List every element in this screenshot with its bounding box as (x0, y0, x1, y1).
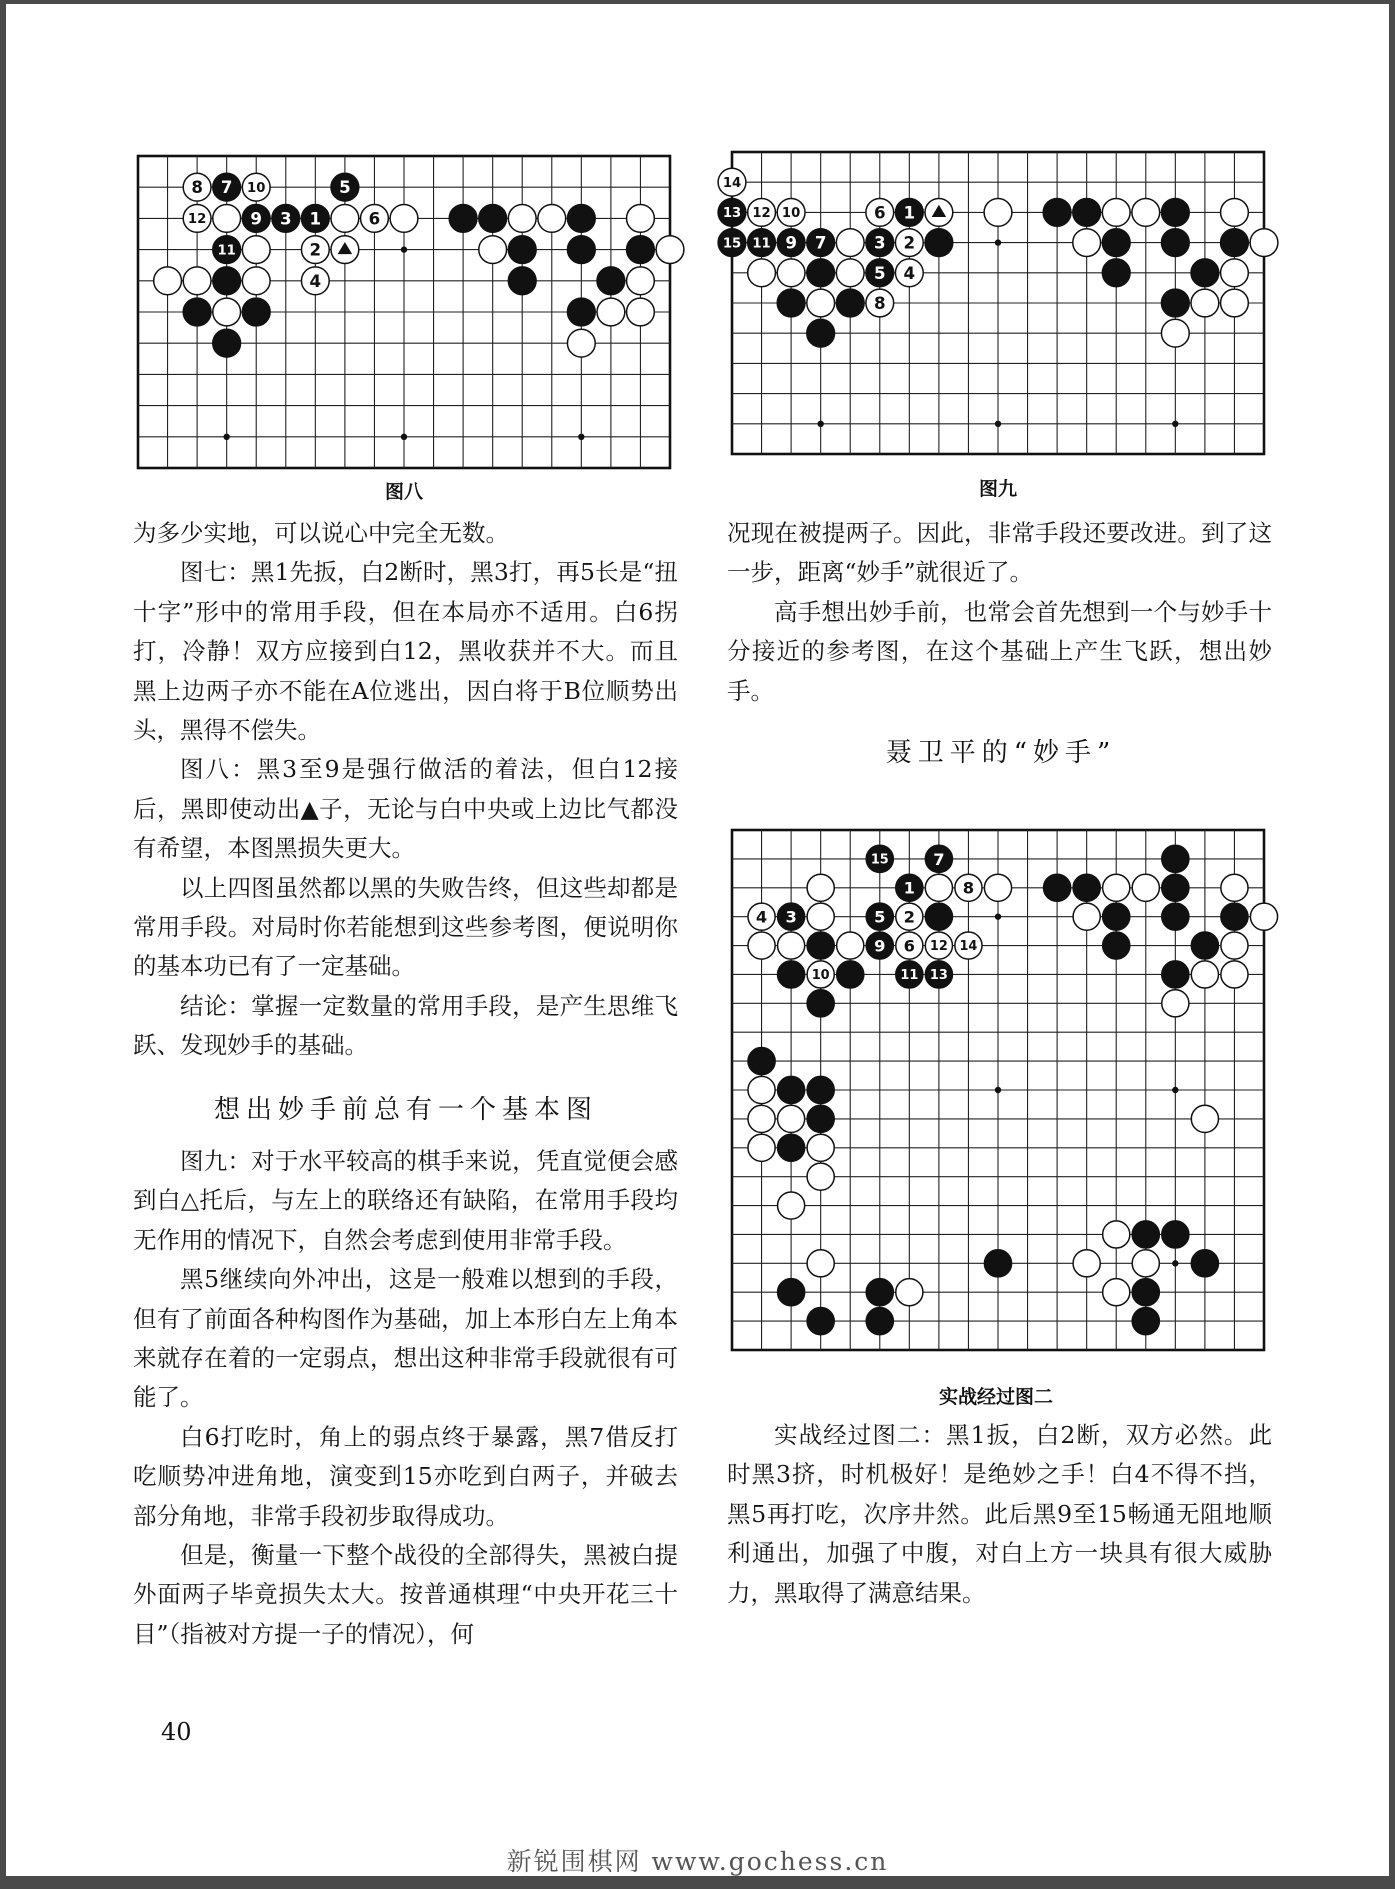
white-stone (807, 1163, 834, 1190)
move-number: 4 (755, 907, 768, 927)
black-stone (213, 329, 241, 357)
black-stone (1073, 199, 1101, 227)
left-paragraph: 但是，衡量一下整个战役的全部得失，黑被白提外面两子毕竟损失太大。按普通棋理“中央开花三十目”（指被对方提一子的情况），何 (133, 1541, 678, 1648)
black-stone (777, 289, 805, 317)
white-stone (656, 236, 684, 264)
move-number: 10 (247, 180, 266, 196)
white-stone (1132, 874, 1159, 901)
white-stone (1073, 229, 1101, 257)
white-stone (1103, 1221, 1130, 1248)
move-number: 15 (870, 852, 889, 868)
white-stone (1103, 1279, 1130, 1306)
move-number: 13 (929, 968, 948, 984)
black-stone (837, 961, 864, 988)
star-point (995, 421, 1001, 427)
black-stone (1162, 874, 1189, 901)
move-number: 4 (903, 263, 916, 283)
white-stone (1221, 961, 1248, 988)
black-stone (1162, 903, 1189, 930)
move-number: 7 (933, 849, 945, 869)
black-stone (1132, 1308, 1159, 1335)
white-stone (1221, 259, 1249, 287)
white-stone (567, 329, 595, 357)
move-number: 2 (903, 233, 916, 253)
star-point (995, 913, 1001, 919)
star-point (401, 434, 407, 440)
move-number: 5 (874, 907, 886, 927)
black-stone (1132, 1221, 1159, 1248)
white-stone (984, 874, 1011, 901)
white-stone (1221, 874, 1248, 901)
star-point (995, 1087, 1001, 1093)
white-stone (1161, 319, 1189, 347)
left-paragraph: 以上四图虽然都以黑的失败告终，但这些却都是常用手段。对局时你若能想到这些参考图，便说明你的基本功已有了一定基础。 (133, 873, 678, 981)
move-number: 12 (752, 206, 771, 222)
site-footer: 新锐围棋网 www.gochess.cn (506, 1847, 889, 1876)
move-number: 6 (873, 203, 886, 223)
white-stone (1191, 1105, 1218, 1132)
fig8-caption: 图八 (384, 481, 423, 503)
left-paragraph: 黑5继续向外冲出，这是一般难以想到的手段，但有了前面各种构图作为基础，加上本形白左上角本来就存在着的一定弱点，想出这种非常手段就很有可能了。 (133, 1265, 678, 1412)
black-stone (1132, 1279, 1159, 1306)
white-stone (836, 259, 864, 287)
move-number: 5 (873, 263, 886, 283)
black-stone (508, 267, 536, 295)
white-stone (836, 229, 864, 257)
black-stone (1102, 259, 1130, 287)
white-stone (748, 1134, 775, 1161)
white-stone (777, 259, 805, 287)
move-number: 6 (368, 209, 381, 229)
move-number: 11 (900, 968, 919, 984)
black-stone (807, 319, 835, 347)
right-column-text (727, 514, 1272, 711)
left-paragraph: 图九：对于水平较高的棋手来说，凭直觉便会感到白△托后，与左上的联络还有缺陷，在常用手段均无作用的情况下，自然会考虑到使用非常手段。 (133, 1147, 678, 1254)
move-number: 11 (217, 243, 236, 259)
left-paragraph: 图八：黑3至9是强行做活的着法，但白12接后，黑即使动出▲子，无论与白中央或上边比气都没有希望，本图黑损失更大。 (133, 755, 678, 863)
move-number: 9 (250, 209, 263, 229)
white-stone (390, 205, 418, 233)
book-page (6, 4, 1389, 1876)
black-stone (1221, 903, 1248, 930)
move-number: 9 (785, 233, 797, 253)
white-stone (242, 267, 270, 295)
move-number: 1 (903, 878, 916, 898)
black-stone (567, 205, 595, 233)
white-stone (1250, 229, 1278, 257)
white-stone (925, 874, 952, 901)
black-stone (807, 1308, 834, 1335)
move-number: 3 (279, 209, 292, 229)
right-paragraph: 实战经过图二：黑1扳，白2断，双方必然。此时黑3挤，时机极好！是绝妙之手！白4不得不挡，黑5再打吃，次序井然。此后黑9至15畅通无阻地顺利通出，加强了中腹，对白上方一块具有很大威胁力，黑取得了满意结果。 (727, 1421, 1272, 1607)
black-stone (807, 259, 835, 287)
white-stone (748, 259, 776, 287)
actual-game-2-caption: 实战经过图二 (938, 1386, 1053, 1408)
white-stone (778, 1192, 805, 1219)
white-stone (778, 1105, 805, 1132)
move-number: 6 (903, 936, 916, 956)
black-stone (778, 1279, 805, 1306)
black-stone (213, 267, 241, 295)
left-paragraph: 图七：黑1先扳，白2断时，黑3打，再5长是“扭十字”形中的常用手段，但在本局亦不适用。白6拐打，冷静！双方应接到白12，黑收获并不大。而且黑上边两子亦不能在A位逃出，因白将于B位顺势出头，黑得不偿失。 (133, 558, 678, 745)
white-stone (627, 205, 655, 233)
move-number: 8 (873, 294, 886, 314)
go-board-fig8 (134, 152, 674, 472)
move-number: 2 (309, 240, 322, 260)
move-number: 7 (814, 233, 827, 253)
black-stone (567, 298, 595, 326)
left-column-text (133, 514, 678, 1066)
white-stone (183, 267, 211, 295)
right-paragraph: 况现在被提两子。因此，非常手段还要改进。到了这一步，距离“妙手”就很近了。 (727, 519, 1272, 587)
black-stone (778, 1076, 805, 1103)
white-stone (331, 205, 359, 233)
white-stone (154, 267, 182, 295)
white-stone (807, 1250, 834, 1277)
white-stone (837, 932, 864, 959)
white-stone (1132, 1250, 1159, 1277)
move-number: 12 (187, 212, 207, 228)
black-stone (1191, 259, 1219, 287)
white-stone (1191, 961, 1218, 988)
white-stone (807, 874, 834, 901)
star-point (1172, 421, 1178, 427)
white-stone (213, 205, 241, 233)
move-number: 10 (781, 206, 801, 222)
black-stone (1191, 932, 1218, 959)
star-point (223, 434, 229, 440)
white-stone (807, 289, 835, 317)
go-board-actual-game-2 (728, 826, 1268, 1354)
black-stone (807, 932, 834, 959)
left-column-text-2 (133, 1142, 678, 1654)
white-stone (627, 298, 655, 326)
right-column-text-2 (727, 1416, 1272, 1613)
black-stone (1103, 932, 1130, 959)
white-stone (538, 205, 566, 233)
white-stone (896, 1279, 923, 1306)
black-stone (567, 236, 595, 264)
move-number: 9 (874, 936, 886, 956)
fig9-caption: 图九 (978, 478, 1017, 500)
move-number: 11 (752, 236, 771, 252)
black-stone (836, 289, 864, 317)
white-stone (597, 298, 625, 326)
move-number: 13 (722, 206, 742, 222)
black-stone (925, 903, 952, 930)
move-number: 15 (722, 236, 742, 252)
star-point (995, 239, 1001, 245)
left-section-heading: 想出妙手前总有一个基本图 (213, 1095, 598, 1125)
black-stone (597, 267, 625, 295)
move-number: 14 (722, 175, 742, 191)
black-stone (183, 298, 211, 326)
white-stone (1132, 199, 1160, 227)
black-stone (508, 236, 536, 264)
left-paragraph: 结论：掌握一定数量的常用手段，是产生思维飞跃、发现妙手的基础。 (133, 991, 678, 1060)
black-stone (1162, 961, 1189, 988)
black-stone (1161, 199, 1189, 227)
white-stone (213, 298, 241, 326)
white-stone (1103, 874, 1130, 901)
black-stone (1162, 845, 1189, 872)
black-stone (1103, 903, 1130, 930)
star-point (578, 434, 584, 440)
white-stone (1221, 199, 1249, 227)
white-stone (1221, 932, 1248, 959)
white-stone (242, 236, 270, 264)
black-stone (1162, 1221, 1189, 1248)
black-stone (778, 961, 805, 988)
move-number: 12 (929, 939, 948, 955)
white-stone (748, 932, 775, 959)
black-stone (984, 1250, 1011, 1277)
black-stone (807, 1076, 834, 1103)
move-number: 1 (309, 209, 322, 229)
black-stone (1044, 874, 1071, 901)
black-stone (925, 229, 953, 257)
go-board-fig9 (722, 148, 1268, 458)
move-number: 1 (903, 203, 916, 223)
white-stone (1162, 990, 1189, 1017)
white-stone (627, 267, 655, 295)
right-section-heading: 聂卫平的“妙手” (885, 738, 1117, 768)
black-stone (1161, 289, 1189, 317)
left-paragraph: 为多少实地，可以说心中完全无数。 (133, 519, 509, 547)
move-number: 8 (962, 878, 975, 898)
black-stone (1073, 874, 1100, 901)
white-stone (479, 236, 507, 264)
move-number: 4 (309, 271, 322, 291)
black-stone (866, 1308, 893, 1335)
white-stone (1073, 1250, 1100, 1277)
white-stone (807, 1134, 834, 1161)
move-number: 10 (811, 968, 830, 984)
white-stone (1250, 903, 1277, 930)
page-number: 40 (161, 1718, 192, 1746)
black-stone (1221, 229, 1249, 257)
black-stone (807, 1105, 834, 1132)
star-point (817, 421, 823, 427)
black-stone (1102, 229, 1130, 257)
black-stone (449, 205, 477, 233)
black-stone (479, 205, 507, 233)
black-stone (807, 990, 834, 1017)
star-point (401, 246, 407, 252)
white-stone (508, 205, 536, 233)
white-stone (748, 1076, 775, 1103)
black-stone (627, 236, 655, 264)
move-number: 3 (785, 907, 797, 927)
black-stone (1191, 1250, 1218, 1277)
white-stone (807, 903, 834, 930)
white-stone (1073, 903, 1100, 930)
left-paragraph: 白6打吃时，角上的弱点终于暴露，黑7借反打吃顺势冲进角地，演变到15亦吃到白两子，并破去部分角地，非常手段初步取得成功。 (133, 1422, 678, 1530)
move-number: 7 (220, 178, 233, 198)
right-paragraph: 高手想出妙手前，也常会首先想到一个与妙手十分接近的参考图，在这个基础上产生飞跃，想出妙手。 (727, 597, 1272, 705)
black-stone (778, 1134, 805, 1161)
black-stone (242, 298, 270, 326)
black-stone (866, 1279, 893, 1306)
star-point (1172, 1260, 1178, 1266)
move-number: 5 (339, 178, 351, 198)
white-stone (748, 1105, 775, 1132)
black-stone (1161, 229, 1189, 257)
white-stone (1191, 289, 1219, 317)
white-stone (1221, 289, 1249, 317)
black-stone (1043, 199, 1071, 227)
move-number: 8 (191, 178, 203, 198)
move-number: 3 (873, 233, 886, 253)
move-number: 2 (903, 907, 916, 927)
move-number: 14 (959, 939, 978, 955)
white-stone (778, 932, 805, 959)
white-stone (984, 199, 1012, 227)
star-point (1172, 1087, 1178, 1093)
white-stone (1102, 199, 1130, 227)
black-stone (748, 1048, 775, 1075)
